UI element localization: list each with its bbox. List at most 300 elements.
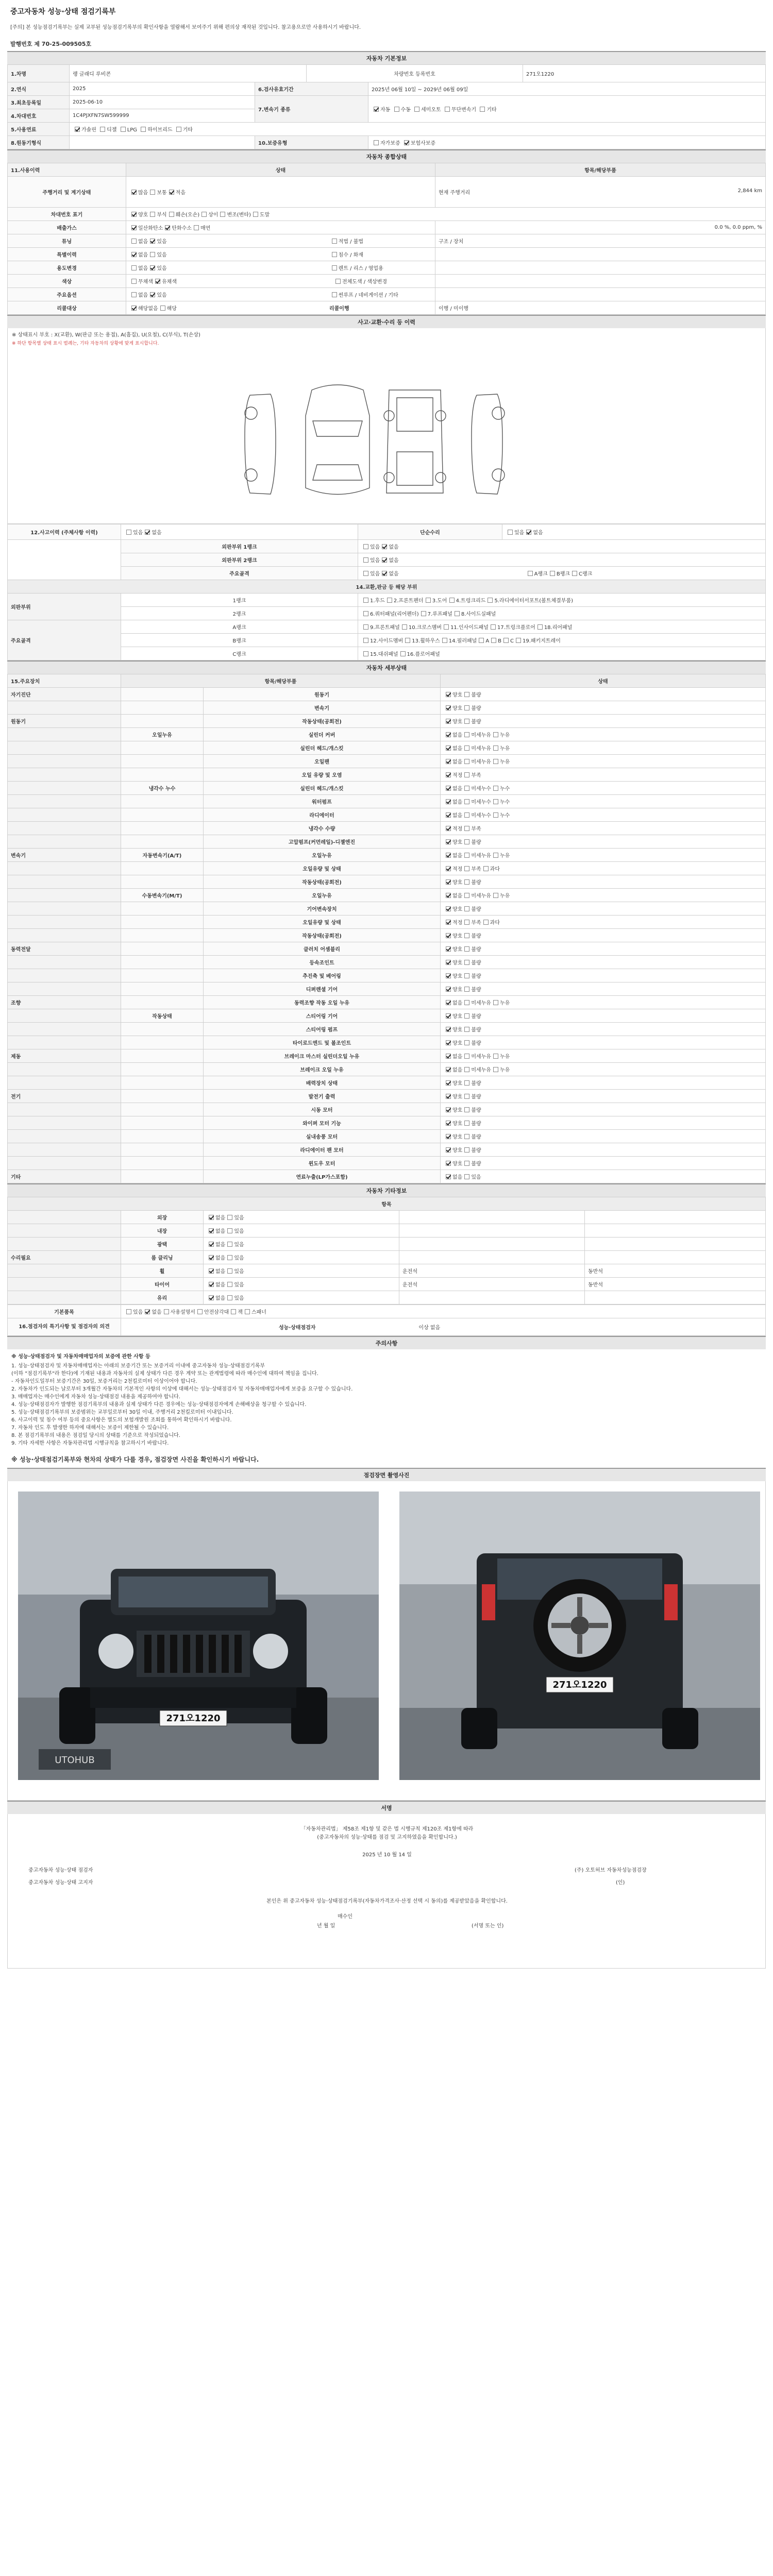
fuel-options: 가솔린 디젤 LPG 하이브리드 기타 (70, 123, 766, 136)
detail-status: 없음 미세누유 누유 (441, 889, 766, 902)
col-header: 11.사용이력 (8, 163, 126, 177)
detail-status: 양호 불량 (441, 942, 766, 956)
caution-line: 6. 사고이력 및 침수 여부 등의 중요사항은 별도의 보험개발원 조회를 통하여 확인하시기 바랍니다. (11, 1417, 232, 1423)
checkbox (464, 973, 469, 978)
detail-item: 연료누출(LP가스포함) (204, 1170, 441, 1183)
basic-label: 3.최초등록일 (8, 96, 70, 109)
detail-group (8, 835, 121, 849)
other-group (8, 1291, 121, 1304)
caution-line: 8. 본 점검기록부의 내용은 점검일 당시의 상태를 기준으로 작성되었습니다. (11, 1433, 180, 1438)
checkbox (464, 893, 469, 898)
detail-item: 추진축 및 베어링 (204, 969, 441, 982)
transmission-options: 자동 수동 세미오토 무단변속기 기타 (368, 96, 766, 123)
other-driver-side (399, 1224, 585, 1238)
other-passenger-side (585, 1238, 766, 1251)
checkbox (446, 692, 451, 697)
detail-item: 디퍼렌셜 기어 (204, 982, 441, 996)
detail-subgroup (121, 822, 204, 835)
checkbox (493, 1054, 498, 1059)
checkbox (446, 772, 451, 777)
checkbox (464, 1054, 469, 1059)
checkbox (209, 1215, 214, 1220)
checkbox (464, 732, 469, 737)
checkbox (464, 1094, 469, 1099)
detail-status: 없음 미세누수 누수 (441, 808, 766, 822)
checkbox (464, 906, 469, 911)
detail-item: 클러치 어셈블리 (204, 942, 441, 956)
detail-group: 변속기 (8, 849, 121, 862)
other-status: 없음 있음 (204, 1278, 399, 1291)
checkbox (464, 933, 469, 938)
detail-group (8, 969, 121, 982)
rear-photo (399, 1492, 760, 1780)
section-caution: 주의사항 (7, 1336, 766, 1349)
other-group: 수리필요 (8, 1251, 121, 1264)
other-group (8, 1211, 121, 1224)
checkbox (493, 853, 498, 858)
basic-label: 8.원동기형식 (8, 136, 70, 149)
status-options: 양호 부식 훼손(오손) 상이 변조(변타) 도말 (126, 208, 766, 221)
detail-item: 스티어링 기어 (204, 1009, 441, 1023)
checkbox (446, 906, 451, 911)
detail-group: 동력전달 (8, 942, 121, 956)
checkbox (446, 826, 451, 831)
basic-label: 1.차명 (8, 65, 70, 82)
detail-status: 양호 불량 (441, 688, 766, 701)
checkbox (493, 799, 498, 804)
checkbox (446, 1027, 451, 1032)
detail-subgroup (121, 969, 204, 982)
detail-status: 없음 있음 (441, 1170, 766, 1183)
detail-group (8, 1063, 121, 1076)
detail-subgroup (121, 982, 204, 996)
checkbox (446, 920, 451, 925)
section-basic-info: 자동차 기본정보 (7, 51, 766, 64)
checkbox (464, 1013, 469, 1019)
checkbox (464, 1040, 469, 1045)
checkbox (464, 786, 469, 791)
other-info-table: 항목 외장 없음 있음 내장 없음 있음 광택 없음 있음 수리필요 룸 클리닝 없음 있음 휠 없음 있음 운전석 동반석 타이어 없음 있음 운전석 동반석 유리 없음 있음 (7, 1197, 766, 1304)
detail-status: 양호 불량 (441, 1009, 766, 1023)
detail-subgroup (121, 701, 204, 715)
section-general-state: 자동차 종합상태 (7, 149, 766, 163)
detail-status: 적정 부족 (441, 822, 766, 835)
other-driver-side: 운전석 (399, 1278, 585, 1291)
detail-item: 윈도우 모터 (204, 1157, 441, 1170)
detail-subgroup (121, 688, 204, 701)
checkbox (446, 1094, 451, 1099)
basic-label: 차량번호 등록번호 (307, 65, 523, 82)
detail-group (8, 956, 121, 969)
checkbox (446, 1080, 451, 1086)
detail-item: 오일유량 및 상태 (204, 916, 441, 929)
detail-group (8, 701, 121, 715)
detail-group: 전기 (8, 1090, 121, 1103)
detail-item: 동력조향 작동 오일 누유 (204, 996, 441, 1009)
detail-subgroup: 작동상태 (121, 1009, 204, 1023)
detail-group (8, 728, 121, 741)
detail-subgroup (121, 1103, 204, 1116)
checkbox (464, 1161, 469, 1166)
checkbox (464, 1027, 469, 1032)
detail-subgroup: 수동변속기(M/T) (121, 889, 204, 902)
checkbox (446, 1000, 451, 1005)
checkbox (446, 759, 451, 764)
warranty-options: 자가보증 보험사보증 (368, 136, 766, 149)
detail-status: 양호 불량 (441, 835, 766, 849)
shop-sign: UTOHUB (55, 1755, 95, 1766)
checkbox (464, 799, 469, 804)
checkbox (464, 1134, 469, 1139)
detail-group: 자기진단 (8, 688, 121, 701)
detail-status: 양호 불량 (441, 1036, 766, 1049)
detail-status: 양호 불량 (441, 1143, 766, 1157)
checkbox (464, 946, 469, 952)
detail-item: 실린더 헤드/개스킷 (204, 741, 441, 755)
detail-group (8, 808, 121, 822)
detail-status: 양호 불량 (441, 1103, 766, 1116)
checkbox (227, 1295, 232, 1300)
other-item: 외장 (121, 1211, 204, 1224)
rear-plate: 271오1220 (552, 1680, 607, 1690)
detail-group (8, 902, 121, 916)
basic-value: 2025-06-10 (70, 96, 255, 109)
checkbox (227, 1228, 232, 1233)
checkbox (446, 1040, 451, 1045)
detail-subgroup (121, 916, 204, 929)
basic-label: 10.보증유형 (255, 136, 368, 149)
detail-subgroup (121, 768, 204, 782)
checkbox (493, 893, 498, 898)
checkbox (446, 799, 451, 804)
detail-item: 브레이크 오일 누유 (204, 1063, 441, 1076)
checkbox (414, 107, 419, 112)
detail-item: 발전기 출력 (204, 1090, 441, 1103)
checkbox (464, 879, 469, 885)
detail-group (8, 862, 121, 875)
checkbox (493, 759, 498, 764)
detail-item: 오일유량 및 상태 (204, 862, 441, 875)
checkbox (493, 1067, 498, 1072)
checkbox (209, 1255, 214, 1260)
detail-status: 없음 미세누유 누유 (441, 996, 766, 1009)
detail-item: 와이퍼 모터 기능 (204, 1116, 441, 1130)
detail-item: 작동상태(공회전) (204, 875, 441, 889)
detail-item: 원동기 (204, 688, 441, 701)
detail-group (8, 1009, 121, 1023)
detail-group (8, 1036, 121, 1049)
other-status: 없음 있음 (204, 1224, 399, 1238)
detail-item: 고압펌프(커먼레일)-디젤엔진 (204, 835, 441, 849)
other-status: 없음 있음 (204, 1251, 399, 1264)
detail-subgroup (121, 1116, 204, 1130)
basic-label: 4.차대번호 (8, 109, 70, 123)
other-group (8, 1224, 121, 1238)
front-photo (18, 1492, 379, 1780)
checkbox (446, 1134, 451, 1139)
checkbox (446, 987, 451, 992)
basic-label: 7.변속기 종류 (255, 96, 368, 123)
document-title: 중고자동차 성능·상태 점검기록부 (10, 8, 116, 16)
checkbox (374, 107, 379, 112)
detail-status: 양호 불량 (441, 1090, 766, 1103)
checkbox (464, 960, 469, 965)
detail-status: 적정 부족 과다 (441, 862, 766, 875)
detail-group (8, 795, 121, 808)
detail-status: 양호 불량 (441, 1130, 766, 1143)
detail-group (8, 929, 121, 942)
detail-group (8, 768, 121, 782)
checkbox (446, 866, 451, 871)
detail-status: 없음 미세누유 누유 (441, 755, 766, 768)
detail-subgroup (121, 1063, 204, 1076)
damage-legend: ※ 상태표시 부호 : X(교환), W(판금 또는 용접), A(흠집), U(요철), C(부식), T(손상) ※ 하단 항목별 상태 표시 범례는, 기타 자동차의 상황에 맞게 표시합니다. (12, 332, 200, 346)
caution-line: 2. 자동차가 인도되는 날로부터 3개월간 자동차의 기본적인 사항의 이상에 대해서는 성능·상태점검자 및 자동차매매업자에게 보증을 요구할 수 있습니다. (11, 1386, 353, 1392)
detail-group (8, 875, 121, 889)
checkbox (464, 772, 469, 777)
other-passenger-side: 동반석 (585, 1264, 766, 1278)
detail-status: 없음 미세누유 누유 (441, 1049, 766, 1063)
detail-group (8, 1130, 121, 1143)
other-item: 유리 (121, 1291, 204, 1304)
checkbox (464, 1080, 469, 1086)
checkbox (464, 692, 469, 697)
caution-line: 9. 기타 자세한 사항은 자동차관리법 시행규칙을 참고하시기 바랍니다. (11, 1440, 169, 1446)
detail-subgroup (121, 1143, 204, 1157)
plate-number: 271오1220 (523, 65, 766, 82)
checkbox (209, 1295, 214, 1300)
detail-subgroup (121, 996, 204, 1009)
checkbox (446, 1121, 451, 1126)
detail-group (8, 1076, 121, 1090)
checkbox (464, 1174, 469, 1179)
detail-item: 시동 모터 (204, 1103, 441, 1116)
checkbox (227, 1215, 232, 1220)
detail-status: 없음 미세누수 누수 (441, 795, 766, 808)
basic-label: 6.검사유효기간 (255, 82, 368, 96)
col-header: 상태 (126, 163, 435, 177)
detail-group: 기타 (8, 1170, 121, 1183)
caution-line: 1. 성능·상태점검자 및 자동차매매업자는 아래의 보증기간 또는 보증거리 이내에 중고자동차 성능·상태점검기록부 (11, 1363, 265, 1369)
checkbox (446, 1107, 451, 1112)
detail-status: 양호 불량 (441, 715, 766, 728)
checkbox (209, 1228, 214, 1233)
checkbox (209, 1242, 214, 1247)
other-extra-table: 기본품목 있음 없음 사용설명서 안전삼각대 잭 스패너 16.점검자의 특기사항 및 점검자의 의견 성능·상태점검자 이상 없음 (7, 1304, 766, 1336)
section-damage-history: 사고·교환·수리 등 이력 (7, 315, 766, 328)
caution-line: 7. 자동차 인도 후 발생한 하자에 대해서는 보증이 제한될 수 있습니다. (11, 1425, 169, 1431)
detail-group: 제동 (8, 1049, 121, 1063)
detail-subgroup (121, 1170, 204, 1183)
other-item: 타이어 (121, 1278, 204, 1291)
caution-line: 5. 성능·상태점검기록부의 보증범위는 교부일로부터 30일 이내, 주행거리 2천킬로미터 이내입니다. (11, 1410, 233, 1415)
detail-item: 변속기 (204, 701, 441, 715)
checkbox (446, 705, 451, 710)
checkbox (493, 786, 498, 791)
detail-group (8, 755, 121, 768)
caution-notes: ※ 성능·상태점검자 및 자동차매매업자의 보증에 관한 사항 등 1. 성능·상태점검자 및 자동차매매업자는 아래의 보증기간 또는 보증거리 이내에 중고자동차 성능·상태점검기록부 (이하 "점검기록부"라 한다)에 기재된 내용과 자동차의 실제 상태가 다른 경우 계약 또는 관계법령에 따라 매수인에 대하여 책임을 집니다. - 자동차인도일부터 보증기간은 30일, 보증거리는 2천킬로미터 이상이어야 합니다. 2. 자동차가 인도되는 날로부터 3개월간 자동차의 기본적인 사항의 이상에 대해서는 성능·상태점검자 및 자동차매매업자에게 보증을 요구할 수 있습니다. 3. 매매업자는 매수인에게 자동차 성능·상태점검 내용을 제공하여야 합니다. 4. 성능·상태점검자가 발행한 점검기록부의 내용과 실제 상태가 다른 경우에는 성능·상태점검자에게 손해배상을 청구할 수 있습니다. 5. 성능·상태점검기록부의 보증범위는 교부일로부터 30일 이내, 주행거리 2천킬로미터 이내입니다. 6. 사고이력 및 침수 여부 등의 중요사항은 별도의 보험개발원 조회를 통하여 확인하시기 바랍니다. 7. 자동차 인도 후 발생한 하자에 대해서는 보증이 제한될 수 있습니다. 8. 본 점검기록부의 내용은 점검일 당시의 상태를 기준으로 작성되었습니다. 9. 기타 자세한 사항은 자동차관리법 시행규칙을 참고하시기 바랍니다. (7, 1349, 766, 1451)
detail-status: 양호 불량 (441, 982, 766, 996)
detail-subgroup (121, 956, 204, 969)
document-number: 발행번호 제 70-25-009505호 (10, 41, 92, 47)
detail-item: 오일누유 (204, 849, 441, 862)
detail-item: 타이로드엔드 및 볼조인트 (204, 1036, 441, 1049)
detail-status: 없음 미세누유 누유 (441, 728, 766, 741)
basic-value (70, 136, 255, 149)
basic-value: 2025년 06월 10일 ~ 2029년 06월 09일 (368, 82, 766, 96)
front-plate: 271오1220 (166, 1713, 221, 1724)
car-outline-diagram (234, 375, 544, 509)
checkbox (446, 1013, 451, 1019)
other-item: 내장 (121, 1224, 204, 1238)
checkbox (446, 973, 451, 978)
checkbox (446, 879, 451, 885)
detail-item: 라디에이터 (204, 808, 441, 822)
detail-item: 실린더 헤드/개스킷 (204, 782, 441, 795)
detail-subgroup (121, 875, 204, 889)
checkbox (209, 1268, 214, 1274)
detail-status: 적정 부족 과다 (441, 916, 766, 929)
checkbox (464, 839, 469, 844)
checkbox (227, 1242, 232, 1247)
detail-subgroup (121, 1130, 204, 1143)
detail-subgroup (121, 942, 204, 956)
caution-strong: ※ 성능·상태점검기록부와 현차의 상태가 다를 경우, 점검장면 사진을 확인하시기 바랍니다. (11, 1456, 259, 1463)
checkbox (464, 866, 469, 871)
checkbox (464, 705, 469, 710)
detail-item: 오일누유 (204, 889, 441, 902)
checkbox (493, 812, 498, 818)
detail-item: 오일 유량 및 오염 (204, 768, 441, 782)
checkbox (446, 893, 451, 898)
detail-subgroup (121, 715, 204, 728)
detail-status: 없음 미세누유 누유 (441, 741, 766, 755)
detail-item: 실린더 커버 (204, 728, 441, 741)
section-detail-state: 자동차 세부상태 (7, 660, 766, 674)
other-status: 없음 있음 (204, 1211, 399, 1224)
other-passenger-side: 동반석 (585, 1278, 766, 1291)
detail-group (8, 782, 121, 795)
checkbox (483, 866, 489, 871)
other-driver-side (399, 1291, 585, 1304)
detail-item: 기어변속장치 (204, 902, 441, 916)
signature-area: 「자동차관리법」 제58조 제1항 및 같은 법 시행규칙 제120조 제1항에 따라 (중고자동차의 성능·상태를 점검 및 고지하였음을 확인합니다.) 2025 년 10 월 14 일 중고자동차 성능·상태 점검자 (주) 오토허브 자동차성능점검장 중고자동차 성능·상태 고지자 (인) 본인은 위 중고자동차 성능·상태점검기록부(자동차가격조사·산정 선택 시 동의)를 제공받았음을 확인합니다. 매수인 년 월 일 (서명 또는 인) (7, 1814, 766, 1969)
other-item: 룸 클리닝 (121, 1251, 204, 1264)
checkbox (446, 960, 451, 965)
checkbox (464, 1067, 469, 1072)
checkbox (483, 920, 489, 925)
other-passenger-side (585, 1291, 766, 1304)
detail-subgroup (121, 795, 204, 808)
detail-subgroup (121, 1076, 204, 1090)
detail-item: 오일팬 (204, 755, 441, 768)
detail-group (8, 916, 121, 929)
checkbox (464, 812, 469, 818)
detail-status: 양호 불량 (441, 929, 766, 942)
detail-status: 없음 미세누유 누유 (441, 849, 766, 862)
detail-subgroup (121, 1036, 204, 1049)
detail-status: 양호 불량 (441, 969, 766, 982)
checkbox (464, 719, 469, 724)
detail-group (8, 822, 121, 835)
checkbox (446, 786, 451, 791)
detail-group (8, 982, 121, 996)
mileage-cell: 현재 주행거리 2,844 km (435, 177, 766, 208)
checkbox (464, 1121, 469, 1126)
other-passenger-side (585, 1224, 766, 1238)
basic-info-table (7, 64, 766, 149)
detail-state-table: 15.주요장치 항목/해당부품 상태 자기진단 원동기 양호 불량 변속기 양호 불량 원동기 작동상태(공회전) 양호 불량 오일누유 실린더 커버 없음 미세누유 누유 실린더 헤드/개스킷 없음 미세누유 누유 오일팬 없음 미세누유 누유 오일 유량 및 오염 적정 부족 냉각수 누수 실린더 헤드/개스킷 없음 미세누수 누수 워터펌프 없음 미세누수 누수 라디에이터 없음 미세누수 누수 냉각수 수량 적정 부족 고압펌프(커먼레일)-디젤엔진 양호 불량 변속기 자동변속기(A/T) 오일누유 없음 미세누유 누유 오일유량 및 상태 적정 부족 과다 작동상태(공회전) 양호 불량 수동변속기(M/T) 오일누유 없음 미세누유 누유 기어변속장치 양호 불량 오일유량 및 상태 적정 부족 과다 작동상태(공회전) 양호 불량 동력전달 클러치 어셈블리 양호 불량 등속조인트 양호 불량 추진축 및 베어링 양호 불량 디퍼렌셜 기어 양호 불량 조향 동력조향 작동 오일 누유 없음 미세누유 누유 작동상태 스티어링 기어 양호 불량 스티어링 펌프 양호 불량 타이로드엔드 및 볼조인트 양호 불량 제동 브레이크 마스터 실린더오일 누유 없음 미세누유 누유 브레이크 오일 누유 없음 미세누유 누유 배력장치 상태 양호 불량 전기 발전기 출력 양호 불량 시동 모터 양호 불량 와이퍼 모터 기능 양호 불량 실내송풍 모터 양호 불량 라디에이터 팬 모터 양호 불량 윈도우 모터 양호 불량 기타 연료누출(LP가스포함) 없음 있음 (7, 674, 766, 1183)
other-status: 없음 있음 (204, 1264, 399, 1278)
checkbox (446, 946, 451, 952)
other-driver-side: 운전석 (399, 1264, 585, 1278)
notice-text: [주의] 본 성능점검기록부는 실제 교부된 성능점검기록부의 확인사항을 열람해서 보여주기 위해 편의상 재작된 것입니다. 참고용으로만 사용하시기 바랍니다. (10, 25, 361, 30)
detail-item: 작동상태(공회전) (204, 929, 441, 942)
detail-item: 라디에이터 팬 모터 (204, 1143, 441, 1157)
checkbox (446, 745, 451, 751)
detail-group: 조향 (8, 996, 121, 1009)
section-photos: 점검장면 촬영사진 (7, 1468, 766, 1481)
checkbox (493, 732, 498, 737)
detail-item: 브레이크 마스터 실린더오일 누유 (204, 1049, 441, 1063)
detail-status: 양호 불량 (441, 701, 766, 715)
damage-table: 12.사고이력 (주체사항 이력) 있음 없음 단순수리 있음 없음 외판부위 1랭크 있음 없음 외판부위 2랭크 있음 없음 주요골격 있음 없음 A랭크 B랭크 C랭크 14.교환,판금 등 해당 부위 외판부위 1랭크 1.후드 2.프론트펜더 3.도어 4.트렁크리드 5.라디에이터서포트(볼트체결부품) 2랭크 6.쿼터패널(리어펜더) 7.루프패널 8.사이드실패널 주요골격 A랭크 9.프론트패널 10.크로스멤버 11.인사이드패널 17.트렁크플로어 18.리어패널 B랭크 12.사이드멤버 13.휠하우스 14.필러패널 A B C 19.패키지트레이 C랭크 15.대쉬패널 16.플로어패널 (7, 524, 766, 660)
checkbox (464, 1107, 469, 1112)
detail-subgroup (121, 1023, 204, 1036)
basic-label: 2.연식 (8, 82, 70, 96)
other-passenger-side (585, 1251, 766, 1264)
detail-subgroup (121, 1049, 204, 1063)
col-header: 항목/해당부품 (435, 163, 766, 177)
detail-group (8, 1023, 121, 1036)
checkbox (446, 732, 451, 737)
detail-group (8, 1157, 121, 1170)
general-state-table: 11.사용이력 상태 항목/해당부품 주행거리 및 계기상태 많음 보통 적음 현재 주행거리 2,844 km 차대번호 표기 양호 부식 훼손(오손) 상이 변조(변타) 도말 배출가스 일산화탄소 탄화수소 매연 0.0 %, 0.0 ppm, % 튜닝 없음 있음 적법 / 불법 구조 / 장치 특별이력 없음 있음 침수 / 화재 용도변경 없음 있음 렌트 / 리스 / 영업용 색상 무채색 유채색 전체도색 / 색상변경 주요옵션 없음 있음 썬루프 / 네비게이션 / 기타 리콜대상 해당없음 해당 리콜이행 이행 / 미이행 (7, 163, 766, 315)
basic-value: 2025 (70, 82, 255, 96)
detail-item: 워터펌프 (204, 795, 441, 808)
checkbox (227, 1255, 232, 1260)
detail-status: 양호 불량 (441, 1023, 766, 1036)
car-diagram-area (7, 328, 766, 524)
other-group (8, 1278, 121, 1291)
checkbox (464, 759, 469, 764)
detail-subgroup (121, 1090, 204, 1103)
other-item: 광택 (121, 1238, 204, 1251)
status-options: 많음 보통 적음 (126, 177, 435, 208)
checkbox (446, 853, 451, 858)
checkbox (446, 933, 451, 938)
detail-subgroup (121, 1157, 204, 1170)
detail-item: 등속조인트 (204, 956, 441, 969)
detail-group (8, 741, 121, 755)
other-group (8, 1264, 121, 1278)
detail-group (8, 889, 121, 902)
checkbox (446, 839, 451, 844)
other-passenger-side (585, 1211, 766, 1224)
basic-label: 5.사용연료 (8, 123, 70, 136)
detail-item: 스티어링 펌프 (204, 1023, 441, 1036)
other-status: 없음 있음 (204, 1238, 399, 1251)
section-signature: 서명 (7, 1801, 766, 1814)
caution-line: (이하 "점검기록부"라 한다)에 기재된 내용과 자동차의 실제 상태가 다른 경우 계약 또는 관계법령에 따라 매수인에 대하여 책임을 집니다. (11, 1371, 318, 1377)
detail-group (8, 1143, 121, 1157)
checkbox (464, 1000, 469, 1005)
caution-line: 4. 성능·상태점검자가 발행한 점검기록부의 내용과 실제 상태가 다른 경우에는 성능·상태점검자에게 손해배상을 청구할 수 있습니다. (11, 1402, 307, 1408)
other-group (8, 1238, 121, 1251)
other-driver-side (399, 1211, 585, 1224)
detail-subgroup: 자동변속기(A/T) (121, 849, 204, 862)
checkbox (493, 745, 498, 751)
